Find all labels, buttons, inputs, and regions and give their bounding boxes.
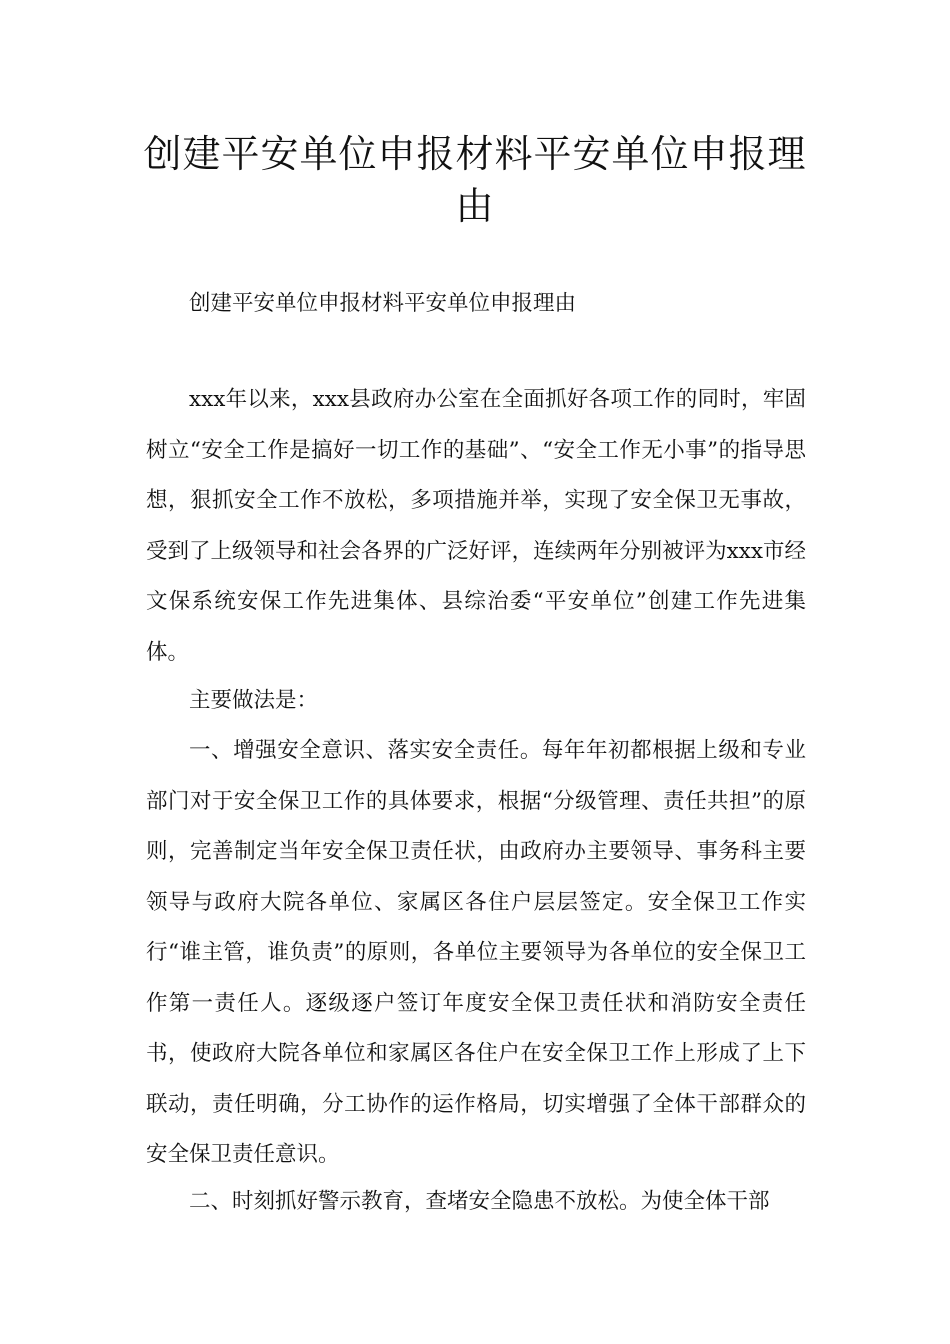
paragraph-main-methods: 主要做法是： xyxy=(189,688,319,713)
document-title: 创建平安单位申报材料平安单位申报理由 xyxy=(143,132,807,228)
paragraph-subtitle: 创建平安单位申报材料平安单位申报理由 xyxy=(189,291,577,316)
paragraph-section-two: 二、时刻抓好警示教育，查堵安全隐患不放松。为使全体干部 xyxy=(189,1189,770,1214)
paragraph-intro: xxx年以来，xxx县政府办公室在全面抓好各项工作的同时，牢固树立“安全工作是搞好一切工作的基础”、“安全工作无小事”的指导思想，狠抓安全工作不放松，多项措施并举，实现了安全保卫无事故，受到了上级领导和社会各界的广泛好评，连续两年分别被评为xxx市经文保系统安保工作先进集体、县综治委“平安单位”创建工作先进集体。 xyxy=(146,387,806,665)
paragraph-section-one: 一、增强安全意识、落实安全责任。每年年初都根据上级和专业部门对于安全保卫工作的具体要求，根据“分级管理、责任共担”的原则，完善制定当年安全保卫责任状，由政府办主要领导、事务科主要领导与政府大院各单位、家属区各住户层层签定。安全保卫工作实行“谁主管，谁负责”的原则，各单位主要领导为各单位的安全保卫工作第一责任人。逐级逐户签订年度安全保卫责任状和消防安全责任书，使政府大院各单位和家属区各住户在安全保卫工作上形成了上下联动，责任明确，分工协作的运作格局，切实增强了全体干部群众的安全保卫责任意识。 xyxy=(146,738,806,1167)
